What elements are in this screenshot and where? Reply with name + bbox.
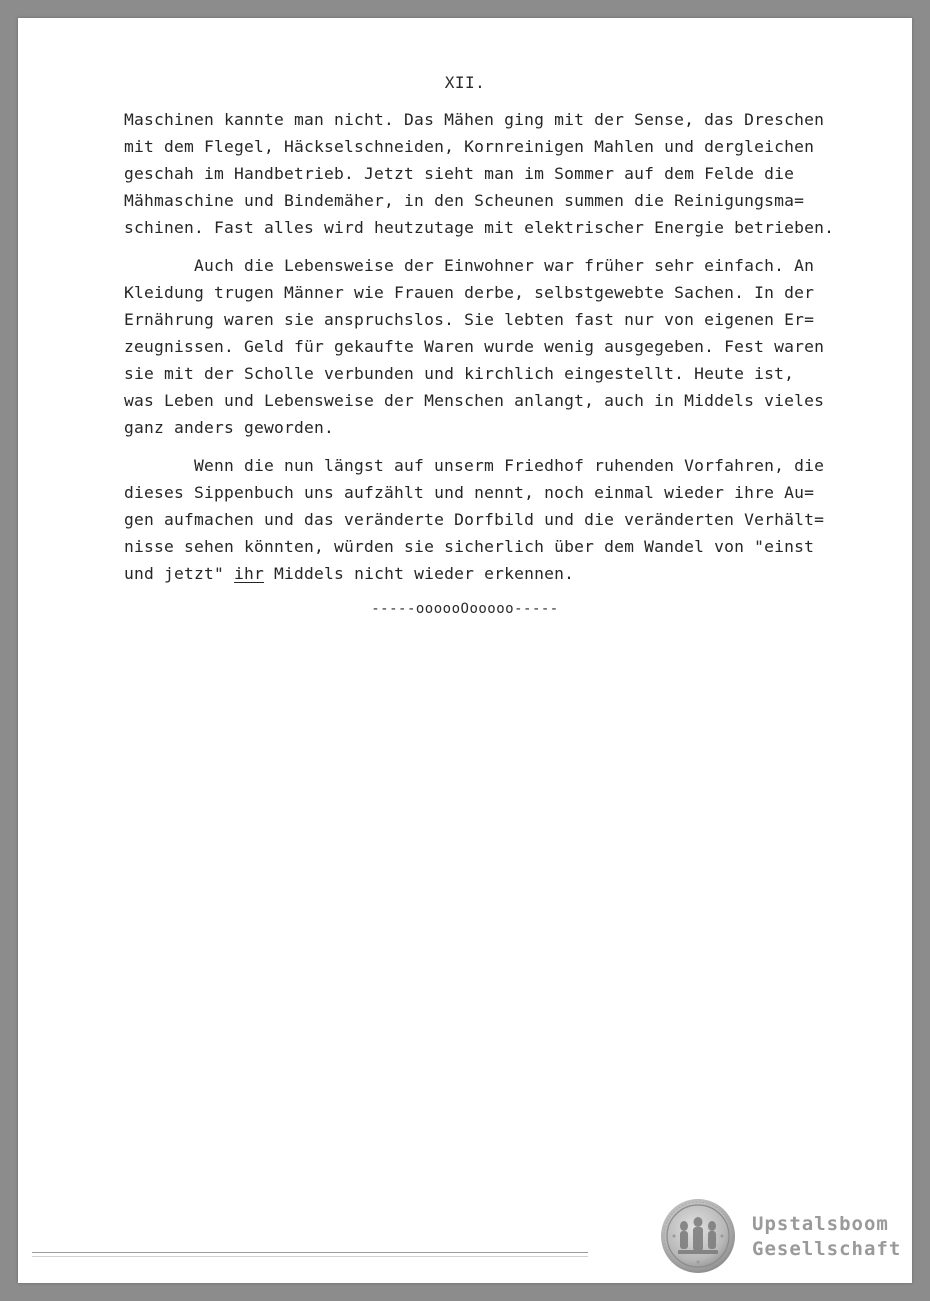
text-line: sie mit der Scholle verbunden und kirchlich eingestellt. Heute ist,: [124, 364, 795, 383]
paragraph-1: [124, 106, 884, 241]
paragraph-3: [124, 452, 884, 587]
text-line: Maschinen kannte man nicht. Das Mähen ging mit der Sense, das Dreschen: [124, 110, 825, 129]
upstalsboom-logo-text: [752, 1212, 901, 1262]
upstalsboom-seal-icon: [660, 1198, 736, 1274]
text-line: nisse sehen könnten, würden sie sicherlich über dem Wandel von "einst: [124, 537, 815, 556]
logo-line-2: Gesellschaft: [752, 1238, 902, 1260]
document-body: [124, 106, 884, 598]
page-number: XII.: [444, 73, 486, 92]
separator-line: -----oooooOooooo-----: [371, 601, 559, 617]
text-line: dieses Sippenbuch uns aufzählt und nennt, noch einmal wieder ihre Au=: [124, 483, 815, 502]
text-line: Auch die Lebensweise der Einwohner war früher sehr einfach. An: [194, 256, 815, 275]
text-line: mit dem Flegel, Häckselschneiden, Kornreinigen Mahlen und dergleichen: [124, 137, 815, 156]
text-segment: und jetzt": [124, 564, 235, 583]
text-line: geschah im Handbetrieb. Jetzt sieht man im Sommer auf dem Felde die: [124, 164, 795, 183]
bottom-rule: [32, 1252, 588, 1253]
underlined-word: ihr: [234, 564, 265, 583]
text-line: Kleidung trugen Männer wie Frauen derbe, selbstgewebte Sachen. In der: [124, 283, 815, 302]
text-line: Ernährung waren sie anspruchslos. Sie lebten fast nur von eigenen Er=: [124, 310, 815, 329]
text-segment: Middels nicht wieder erkennen.: [264, 564, 575, 583]
bottom-rule-shadow: [32, 1256, 588, 1257]
text-line: Wenn die nun längst auf unserm Friedhof ruhenden Vorfahren, die: [194, 456, 825, 475]
document-page: [18, 18, 912, 1283]
text-line: ganz anders geworden.: [124, 418, 335, 437]
text-line: schinen. Fast alles wird heutzutage mit elektrischer Energie betrieben.: [124, 218, 835, 237]
text-line-last: [124, 560, 884, 587]
paragraph-2: [124, 252, 884, 441]
text-line: was Leben und Lebensweise der Menschen anlangt, auch in Middels vieles: [124, 391, 825, 410]
text-line: zeugnissen. Geld für gekaufte Waren wurde wenig ausgegeben. Fest waren: [124, 337, 825, 356]
logo-line-1: Upstalsboom: [752, 1213, 889, 1235]
text-line: gen aufmachen und das veränderte Dorfbild und die veränderten Verhält=: [124, 510, 825, 529]
text-line: Mähmaschine und Bindemäher, in den Scheunen summen die Reinigungsma=: [124, 191, 805, 210]
